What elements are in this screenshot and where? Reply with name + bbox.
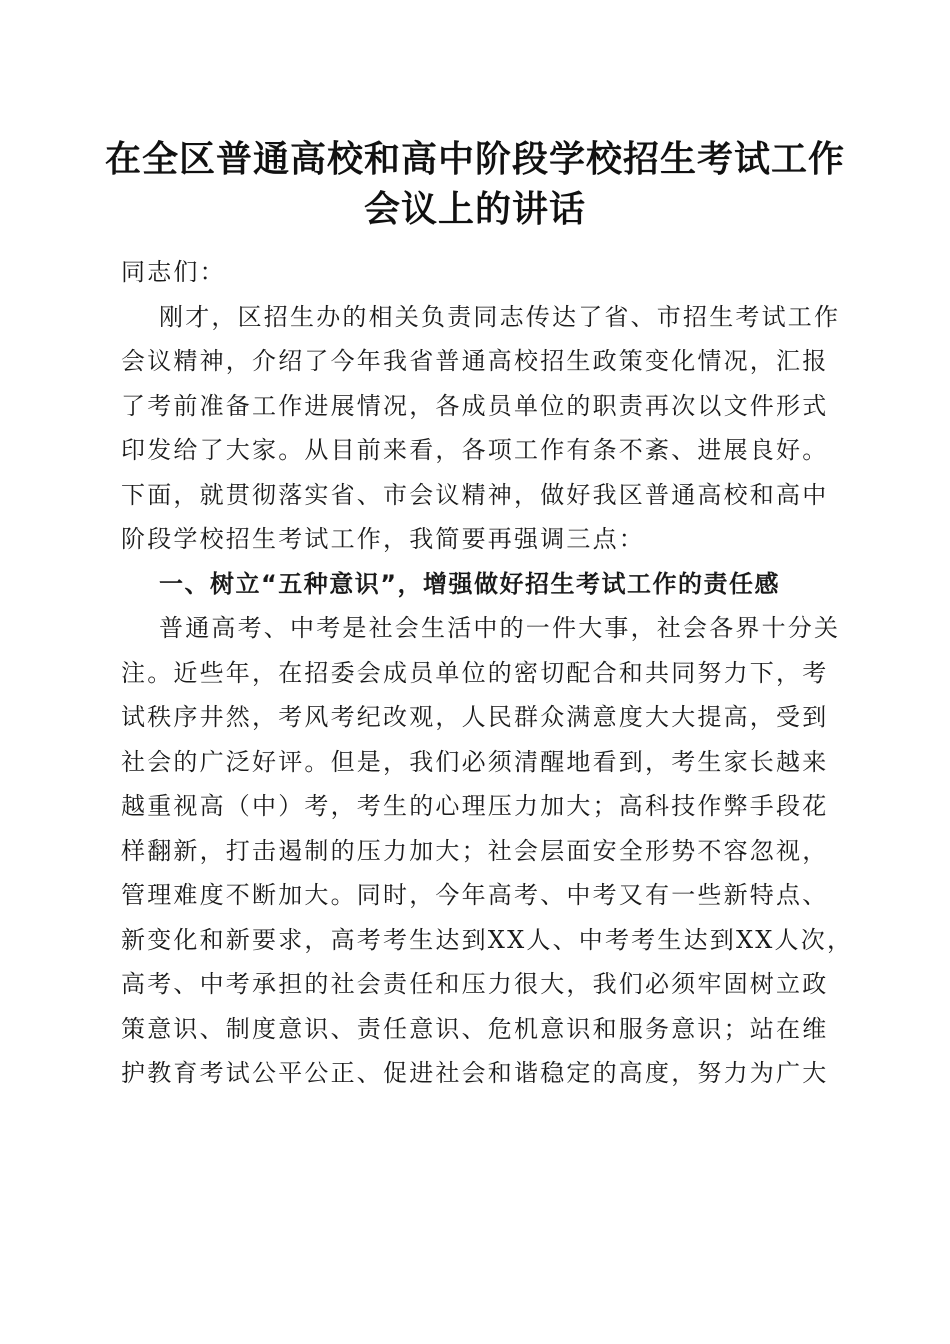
paragraph-line: 高考、中考承担的社会责任和压力很大，我们必须牢固树立政 (121, 970, 829, 998)
paragraph-line: 阶段学校招生考试工作，我简要再强调三点： (121, 525, 645, 553)
paragraph-line: 社会的广泛好评。但是，我们必须清醒地看到，考生家长越来 (121, 747, 829, 776)
paragraph-1 (121, 295, 841, 562)
paragraph-line: 了考前准备工作进展情况，各成员单位的职责再次以文件形式 (121, 391, 829, 420)
paragraph-line: 策意识、制度意识、责任意识、危机意识和服务意识；站在维 (121, 1014, 829, 1043)
paragraph-line: 普通高考、中考是社会生活中的一件大事，社会各界十分关 (159, 614, 841, 642)
paragraph-line: 新变化和新要求，高考考生达到XX人、中考考生达到XX人次， (121, 925, 854, 954)
paragraph-line: 印发给了大家。从目前来看，各项工作有条不紊、进展良好。 (121, 436, 829, 464)
paragraph-2 (121, 606, 854, 1096)
document-title (100, 134, 850, 234)
paragraph-line: 样翻新，打击遏制的压力加大；社会层面安全形势不容忽视， (121, 836, 829, 865)
paragraph-line: 管理难度不断加大。同时，今年高考、中考又有一些新特点、 (121, 881, 829, 909)
paragraph-line: 越重视高（中）考，考生的心理压力加大；高科技作弊手段花 (121, 792, 829, 820)
paragraph-line: 会议精神，介绍了今年我省普通高校招生政策变化情况，汇报 (121, 347, 829, 375)
paragraph-line: 试秩序井然，考风考纪改观，人民群众满意度大大提高，受到 (121, 703, 829, 731)
document-body (121, 250, 854, 1096)
section-heading-1: 一、树立“五种意识”，增强做好招生考试工作的责任感 (159, 569, 781, 598)
salutation: 同志们： (121, 258, 226, 286)
paragraph-line: 刚才，区招生办的相关负责同志传达了省、市招生考试工作 (159, 302, 841, 331)
paragraph-line: 下面，就贯彻落实省、市会议精神，做好我区普通高校和高中 (121, 480, 829, 509)
paragraph-line: 护教育考试公平公正、促进社会和谐稳定的高度，努力为广大 (121, 1059, 829, 1087)
title-line-2: 会议上的讲话 (363, 188, 586, 230)
paragraph-line: 注。近些年，在招委会成员单位的密切配合和共同努力下，考 (121, 658, 829, 687)
title-line-1: 在全区普通高校和高中阶段学校招生考试工作 (104, 138, 845, 180)
